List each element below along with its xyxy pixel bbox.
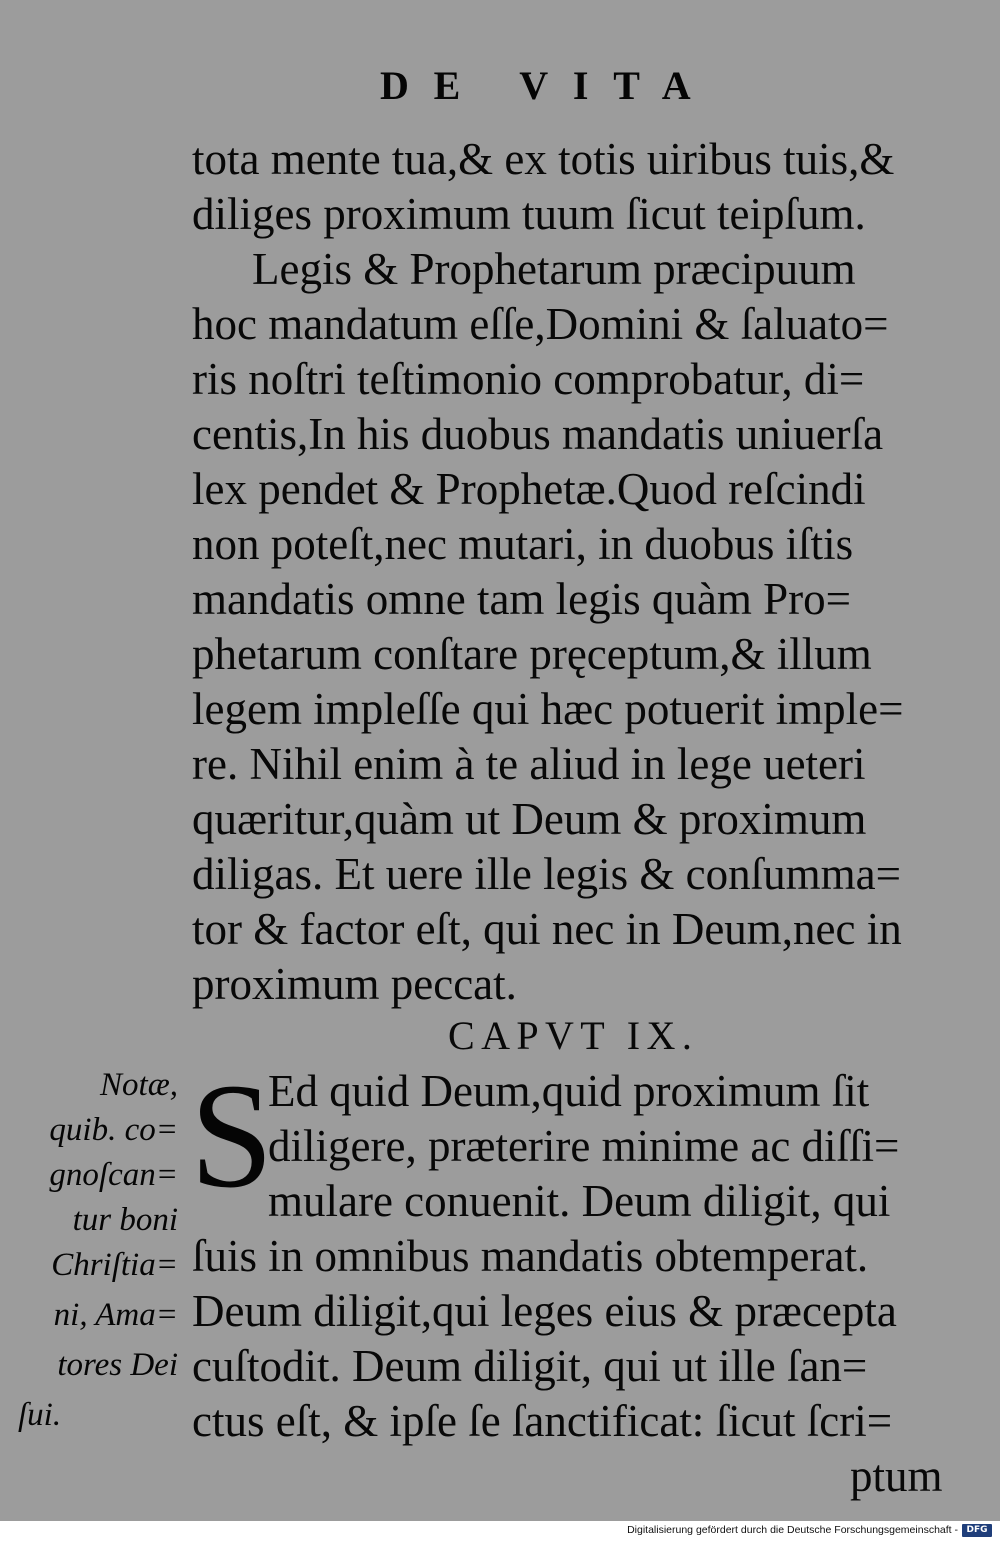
drop-cap: S <box>190 1053 274 1219</box>
margin-note-line-3: gnoſcan= <box>49 1157 178 1193</box>
body-line-2: diliges proximum tuum ſicut teipſum. <box>192 189 866 239</box>
body-line-13: quæritur,quàm ut Deum & proximum <box>192 794 867 844</box>
margin-note-line-5: Chriſtia= <box>51 1247 178 1283</box>
body-line-3: Legis & Prophetarum præcipuum <box>252 244 856 294</box>
body-line-1-text: tota mente tua,& ex totis uiribus tuis,& <box>192 134 895 184</box>
catchword: ptum <box>850 1451 943 1501</box>
funding-notice: Digitalisierung gefördert durch die Deutsche Forschungsgemeinschaft - <box>627 1524 958 1536</box>
chapter-line-4: ſuis in omnibus mandatis obtemperat. <box>192 1231 869 1281</box>
footer-bar <box>0 1521 1000 1541</box>
body-line-7: lex pendet & Prophetæ.Quod reſcindi <box>192 464 866 514</box>
chapter-line-3: mulare conuenit. Deum diligit, qui <box>268 1176 891 1226</box>
margin-note-line-2: quib. co= <box>49 1112 178 1148</box>
margin-note-line-6: ni, Ama= <box>53 1297 178 1333</box>
margin-note-line-8: ſui. <box>18 1397 62 1433</box>
body-line-9: mandatis omne tam legis quàm Pro= <box>192 574 852 624</box>
body-line-6: centis,In his duobus mandatis uniuerſa <box>192 409 884 459</box>
body-line-8: non poteſt,nec mutari, in duobus iſtis <box>192 519 854 569</box>
body-line-16: proximum peccat. <box>192 959 517 1009</box>
chapter-line-1: Ed quid Deum,quid proximum ſit <box>268 1066 870 1116</box>
body-line-11: legem impleſſe qui hæc potuerit imple= <box>192 684 904 734</box>
chapter-heading: CAPVT IX. <box>448 1013 699 1058</box>
body-line-14: diligas. Et uere ille legis & conſumma= <box>192 849 901 899</box>
margin-note-line-7: tores Dei <box>57 1347 178 1383</box>
body-line-10: phetarum conſtare pręceptum,& illum <box>192 629 872 679</box>
chapter-line-5: Deum diligit,qui leges eius & præcepta <box>192 1286 897 1336</box>
body-line-12: re. Nihil enim à te aliud in lege ueteri <box>192 739 866 789</box>
body-line-5: ris noſtri teſtimonio comprobatur, di= <box>192 354 865 404</box>
chapter-line-7: ctus eſt, & ipſe ſe ſanctificat: ſicut ſcri= <box>192 1396 893 1446</box>
margin-note-line-4: tur boni <box>72 1202 178 1238</box>
chapter-line-2: diligere, præterire minime ac diſſi= <box>268 1121 900 1171</box>
body-line-1 <box>192 134 982 184</box>
chapter-line-6: cuſtodit. Deum diligit, qui ut ille ſan= <box>192 1341 868 1391</box>
dfg-logo[interactable]: DFG <box>962 1524 992 1537</box>
body-line-4: hoc mandatum eſſe,Domini & ſaluato= <box>192 299 889 349</box>
body-line-15: tor & factor eſt, qui nec in Deum,nec in <box>192 904 902 954</box>
running-head: DE VITA <box>380 63 716 108</box>
margin-note-line-1: Notæ, <box>100 1067 178 1103</box>
